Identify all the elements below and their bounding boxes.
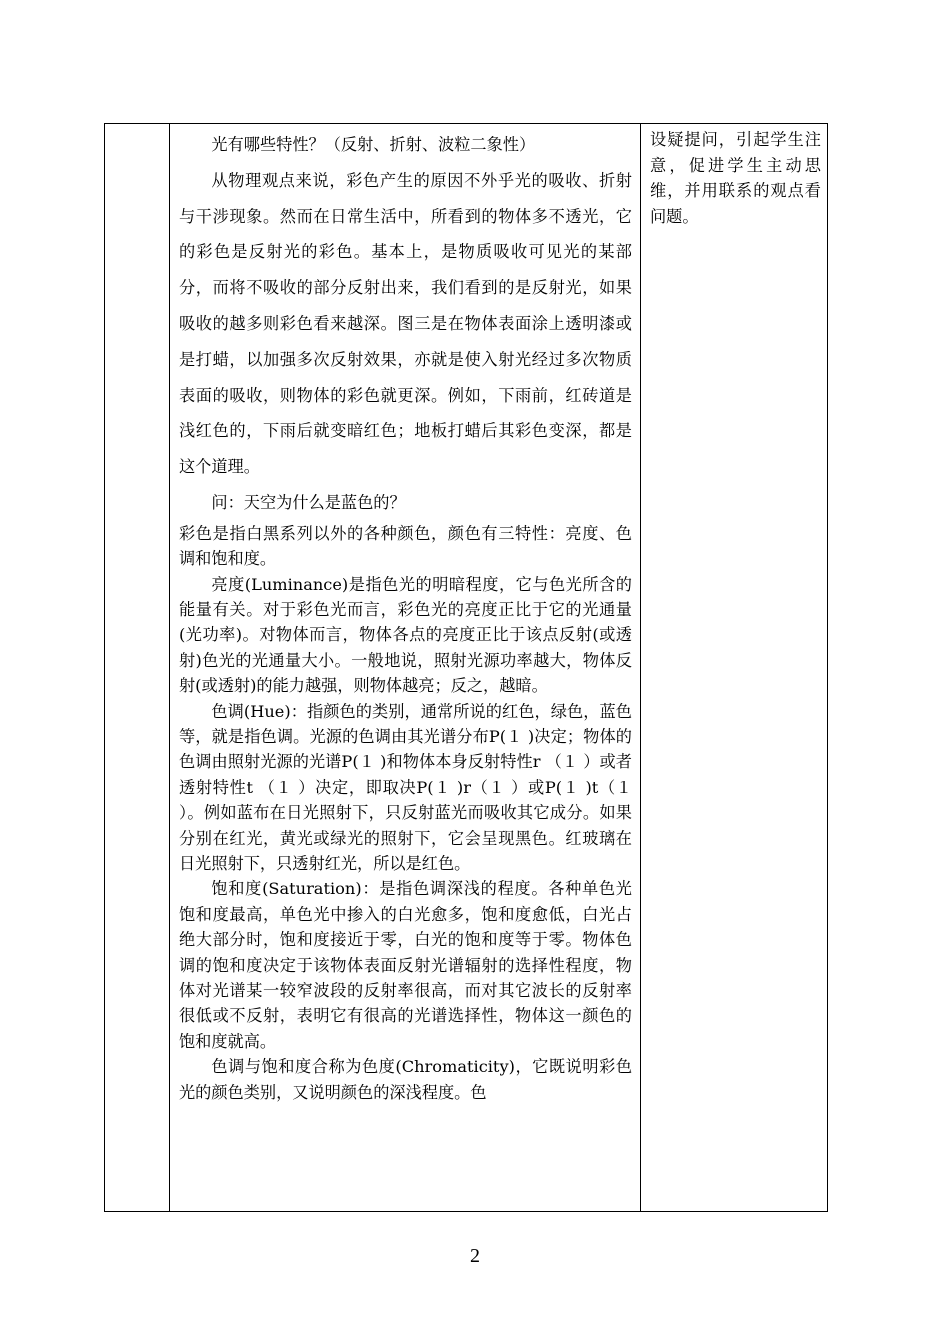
lesson-plan-table	[104, 123, 828, 1212]
paragraph-sky-question: 问：天空为什么是蓝色的？	[211, 492, 406, 512]
column-divider-right	[640, 124, 641, 1211]
teaching-content-cell	[170, 124, 640, 1211]
paragraph-color-properties: 彩色是指白黑系列以外的各种颜色，颜色有三特性：亮度、色调和饱和度。	[179, 523, 632, 569]
design-intent-cell: 设疑提问，引起学生注意，促进学生主动思维，并用联系的观点看问题。	[650, 130, 821, 226]
paragraph-luminance: 亮度(Luminance)是指色光的明暗程度，它与色光所含的能量有关。对于彩色光而言，彩色光的亮度正比于它的光通量(光功率)。对物体而言，物体各点的亮度正比于该点反射(或透射)色光的光通量大小。一般地说，照射光源功率越大，物体反射(或透射)的能力越强，则物体越亮；反之，越暗。	[179, 574, 632, 696]
page-number: 2	[470, 1245, 480, 1267]
paragraph-color-origin: 从物理观点来说，彩色产生的原因不外乎光的吸收、折射与干涉现象。然而在日常生活中，所看到的物体多不透光，它的彩色是反射光的彩色。基本上，是物质吸收可见光的某部分，而将不吸收的部分反射出来，我们看到的是反射光，如果吸收的越多则彩色看来越深。图三是在物体表面涂上透明漆或是打蜡，以加强多次反射效果，亦就是使入射光经过多次物质表面的吸收，则物体的彩色就更深。例如，下雨前，红砖道是浅红色的，下雨后就变暗红色；地板打蜡后其彩色变深，都是这个道理。	[179, 170, 632, 477]
paragraph-saturation: 饱和度(Saturation)：是指色调深浅的程度。各种单色光饱和度最高，单色光中掺入的白光愈多，饱和度愈低，白光占绝大部分时，饱和度接近于零，白光的饱和度等于零。物体色调的饱和度决定于该物体表面反射光谱辐射的选择性程度，物体对光谱某一较窄波段的反射率很高，而对其它波长的反射率很低或不反射，表明它有很高的光谱选择性，物体这一颜色的饱和度就高。	[179, 879, 632, 1051]
paragraph-light-properties: 光有哪些特性？（反射、折射、波粒二象性）	[211, 135, 536, 154]
paragraph-chromaticity: 色调与饱和度合称为色度(Chromaticity)，它既说明彩色光的颜色类别，又说明颜色的深浅程度。色	[179, 1057, 632, 1102]
paragraph-hue: 色调(Hue)：指颜色的类别，通常所说的红色，绿色，蓝色等，就是指色调。光源的色调由其光谱分布P(１ )决定；物体的色调由照射光源的光谱P(１ )和物体本身反射特性r （１ ）或者透射特性t （１ ）决定，即取决P(１ )r（１ ）或P(１ )t（１ ）。例如蓝布在日光照射下，只反射蓝光而吸收其它成分。如果分别在红光，黄光或绿光的照射下，它会呈现黑色。红玻璃在日光照射下，只透射红光，所以是红色。	[179, 701, 632, 874]
